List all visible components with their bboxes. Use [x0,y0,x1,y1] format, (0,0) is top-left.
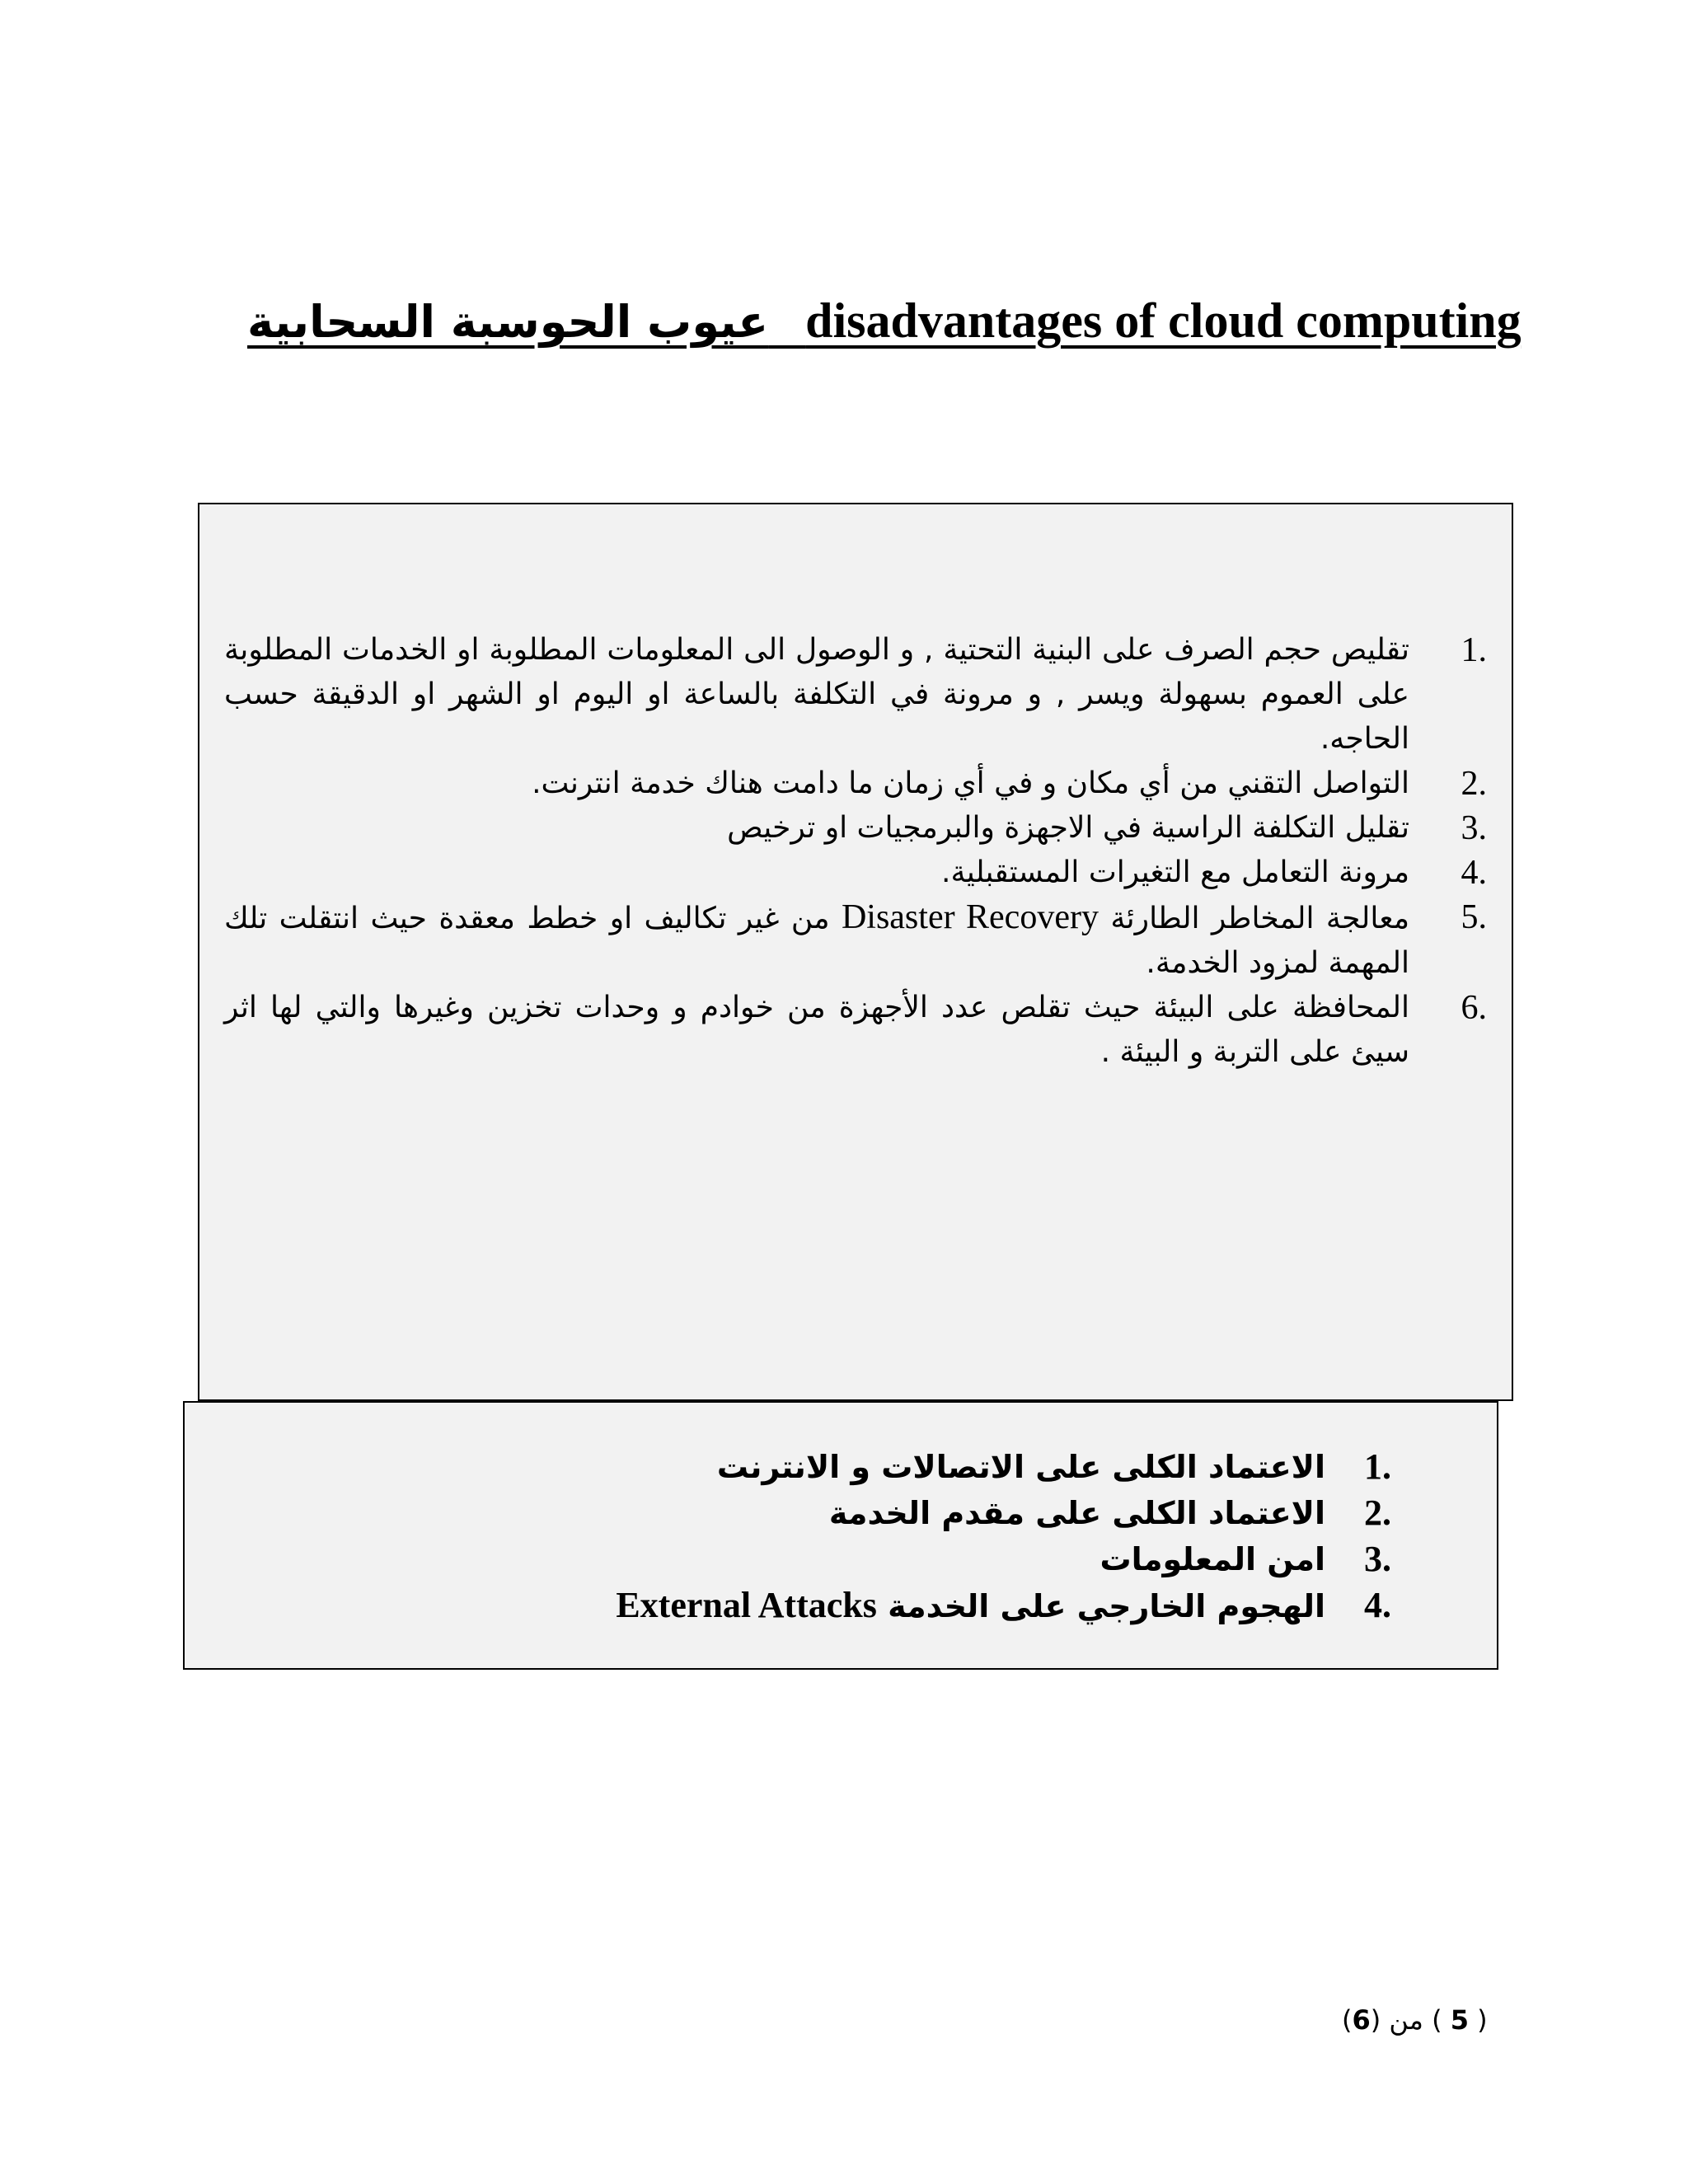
list-item [224,628,1487,762]
page-title-arabic: عيوب الحوسبة السحابية [247,296,769,348]
list-item-latin-term: Disaster Recovery [841,898,1099,936]
list-item-number: 3. [1461,809,1487,847]
list-item-number: 4. [1461,854,1487,892]
list-item-number: 1. [1461,631,1487,669]
list-item-text: الاعتماد الكلى على مقدم الخدمة [828,1495,1325,1531]
list-item-text: المحافظة على البيئة حيث تقلص عدد الأجهزة من خوادم و وحدات تخزين وغيرها والتي لها اثر سيئ على التربة و البيئة . [224,991,1409,1069]
list-item-number: 2. [1461,765,1487,803]
list-item-number: 3. [1364,1539,1391,1579]
list-item [224,851,1487,895]
advantages-list [224,628,1487,1075]
list-item-number: 1. [1364,1446,1391,1487]
list-item-text: التواصل التقني من أي مكان و في أي زمان ما دامت هناك خدمة انترنت. [532,766,1409,800]
page-title [247,293,1522,349]
list-item-text: تقليل التكلفة الراسية في الاجهزة والبرمجيات او ترخيص [727,811,1409,845]
list-item-text: من غير تكاليف او خطط معقدة حيث انتقلت تلك المهمة لمزود الخدمة. [224,902,1409,980]
list-item-number: 2. [1364,1493,1391,1533]
list-item-text: مرونة التعامل مع التغيرات المستقبلية. [941,855,1409,889]
page-title-english: disadvantages of cloud computing [805,293,1522,348]
list-item-text: الاعتماد الكلى على الاتصالات و الانترنت [716,1449,1325,1485]
list-item-text: امن المعلومات [1100,1541,1325,1577]
list-item-text: الهجوم الخارجي على الخدمة [876,1588,1325,1624]
list-item [224,806,1487,851]
list-item [209,1582,1391,1629]
page-number: ( 5 ) من (6) [1342,2004,1488,2036]
disadvantages-box [183,1401,1498,1670]
list-item [224,762,1487,806]
list-item-text: تقليص حجم الصرف على البنية التحتية , و الوصول الى المعلومات المطلوبة او الخدمات المطلوبة على العموم بسهولة ويسر , و مرونة في التكلفة بالساعة او اليوم او الشهر او الدقيقة حسب الحاجه. [224,633,1409,756]
advantages-box [198,503,1513,1401]
current-page: 5 [1450,2004,1469,2036]
list-item-number: 4. [1364,1585,1391,1625]
list-item-number: 5. [1461,898,1487,936]
list-item-latin-term: External Attacks [616,1585,877,1625]
list-item-number: 6. [1461,989,1487,1027]
disadvantages-list [209,1444,1391,1629]
list-item [224,986,1487,1075]
total-pages: 6 [1352,2004,1371,2036]
list-item [209,1490,1391,1536]
list-item [209,1536,1391,1582]
list-item-text: معالجة المخاطر الطارئة [1098,902,1409,935]
list-item [209,1444,1391,1490]
list-item [224,895,1487,986]
